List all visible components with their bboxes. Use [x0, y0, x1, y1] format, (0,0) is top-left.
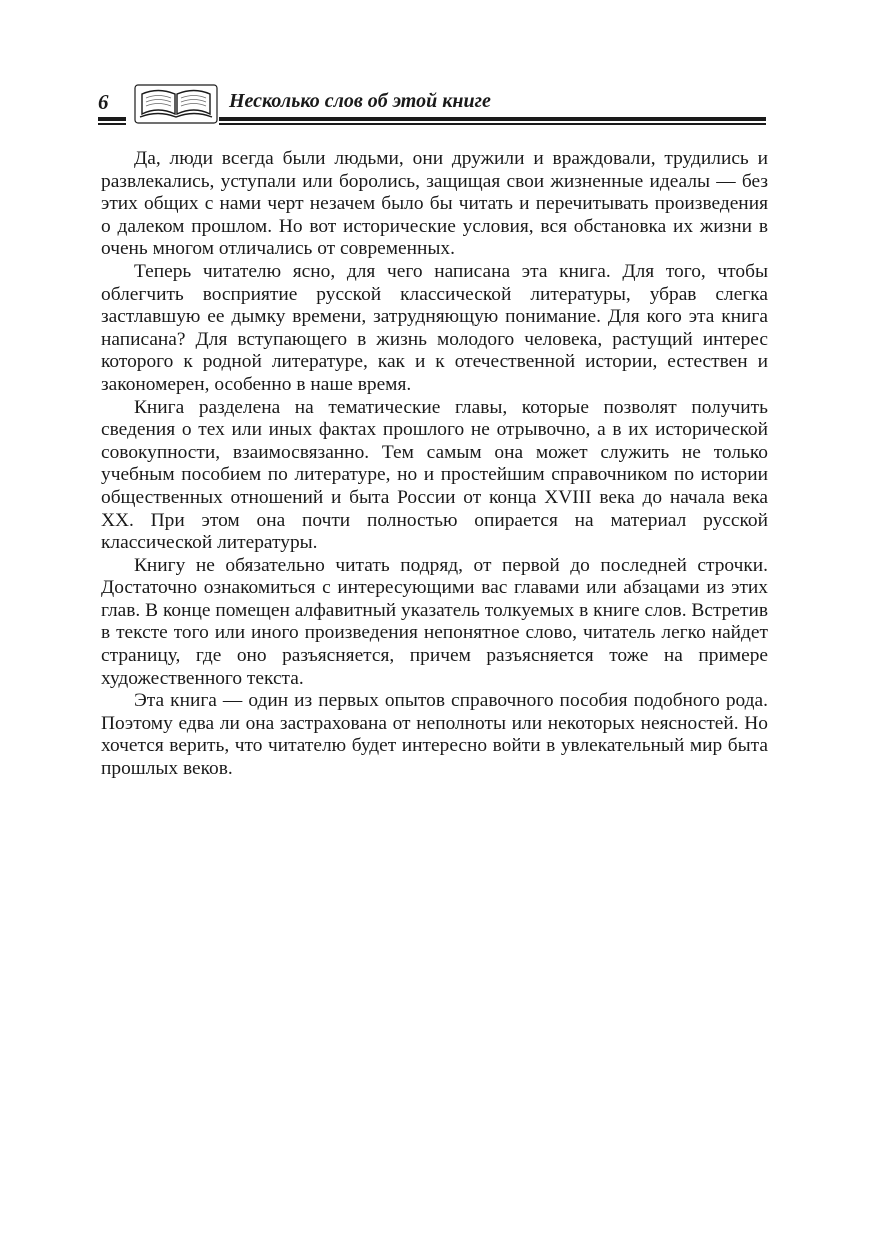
header-rule	[219, 123, 766, 125]
page-number: 6	[98, 90, 109, 114]
body-text	[101, 148, 768, 781]
paragraph: Книга разделена на тематические главы, которые позволят получить сведения о тех или иных фактах прошлого не отрывочно, а в их исторической совокупности, взаимосвязанно. Тем самым она может служить не только учебным пособием по литературе, но и простейшим справочником по истории общественных отношений и быта России от конца XVIII века до начала века XX. При этом она почти полностью опирается на материал русской классической литературы.	[101, 396, 768, 554]
paragraph: Эта книга — один из первых опытов справочного пособия подобного рода. Поэтому едва ли она застрахована от неполноты или некоторых неясностей. Но хочется верить, что читателю будет интересно войти в увлекательный мир быта прошлых веков.	[101, 690, 768, 780]
paragraph: Да, люди всегда были людьми, они дружили и враждовали, трудились и развлекались, уступали или боролись, защищая свои жизненные идеалы — без этих общих с нами черт незачем было бы читать и перечитывать произведения о далеком прошлом. Но вот исторические условия, вся обстановка их жизни в очень многом отличались от современных.	[101, 148, 768, 260]
header-rule	[98, 117, 126, 121]
paragraph: Книгу не обязательно читать подряд, от первой до последней строчки. Достаточно ознакомиться с интересующими вас главами или абзацами из этих глав. В конце помещен алфавитный указатель толкуемых в книге слов. Встретив в тексте того или иного произведения непонятное слово, читатель легко найдет страницу, где оно разъясняется, причем разъясняется тоже на примере художественного текста.	[101, 554, 768, 689]
header-rule	[219, 117, 766, 121]
open-book-icon	[134, 84, 218, 124]
header-rule	[98, 123, 126, 125]
paragraph: Теперь читателю ясно, для чего написана эта книга. Для того, чтобы облегчить восприятие русской классической литературы, убрав слегка застлавшую ее дымку времени, затрудняющую понимание. Для кого эта книга написана? Для вступающего в жизнь молодого человека, растущий интерес которого к родной литературе, как и к отечественной истории, естествен и закономерен, особенно в наше время.	[101, 260, 768, 395]
running-header	[98, 84, 766, 130]
running-title: Несколько слов об этой книге	[229, 90, 491, 112]
